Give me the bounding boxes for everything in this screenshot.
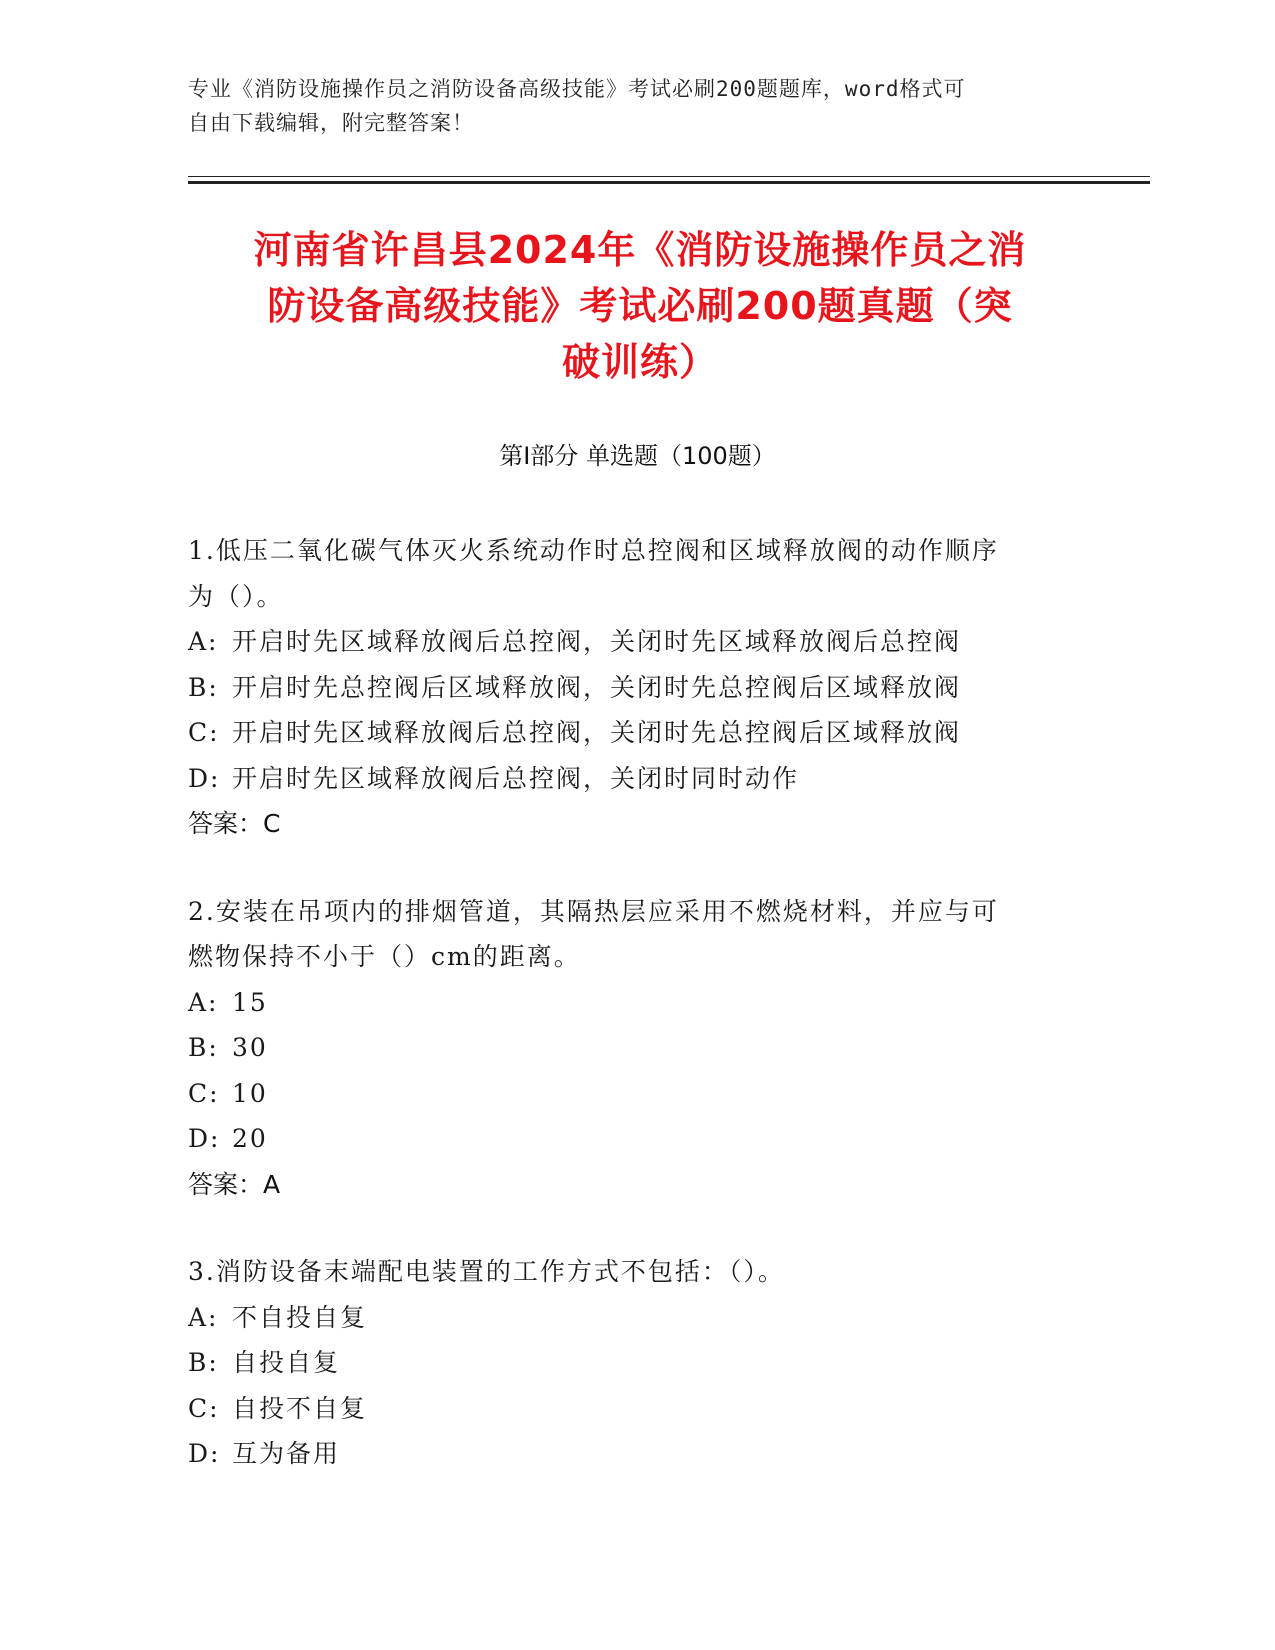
document-title-line: 防设备高级技能》考试必刷200题真题（突 xyxy=(267,284,1013,328)
option-d xyxy=(188,1116,1088,1162)
option-key: C: xyxy=(188,1078,220,1108)
option-text: 开启时先区域释放阀后总控阀，关闭时同时动作 xyxy=(232,763,800,793)
answer-label: 答案：A xyxy=(188,1169,281,1199)
option-a xyxy=(188,1295,1088,1341)
header-divider-thin xyxy=(188,176,1150,177)
option-b xyxy=(188,1025,1088,1071)
header-note-line: 专业《消防设施操作员之消防设备高级技能》考试必刷200题题库，word格式可 xyxy=(188,77,966,101)
option-b xyxy=(188,665,1088,711)
option-key: B: xyxy=(188,1348,219,1377)
option-key: C: xyxy=(188,1393,220,1423)
option-key: D: xyxy=(188,1124,221,1153)
option-text: 30 xyxy=(232,1033,268,1062)
option-key: C: xyxy=(188,718,220,747)
option-text: 自投不自复 xyxy=(232,1393,368,1423)
document-title-line: 河南省许昌县2024年《消防设施操作员之消 xyxy=(253,228,1027,272)
option-text: 开启时先区域释放阀后总控阀，关闭时先总控阀后区域释放阀 xyxy=(232,718,962,747)
question-stem: 为（）。 xyxy=(188,581,284,611)
option-text: 开启时先区域释放阀后总控阀，关闭时先区域释放阀后总控阀 xyxy=(232,627,962,656)
question-stem: 2.安装在吊项内的排烟管道，其隔热层应采用不燃烧材料，并应与可 xyxy=(188,896,999,926)
question-1 xyxy=(188,528,1088,847)
option-text: 20 xyxy=(232,1124,268,1153)
question-list xyxy=(188,528,1088,1519)
option-key: A: xyxy=(188,1302,219,1332)
option-c xyxy=(188,1386,1088,1432)
question-3 xyxy=(188,1249,1088,1477)
option-d xyxy=(188,756,1088,802)
option-text: 不自投自复 xyxy=(232,1302,368,1332)
option-text: 开启时先总控阀后区域释放阀，关闭时先总控阀后区域释放阀 xyxy=(232,672,962,702)
option-key: A: xyxy=(188,627,219,656)
document-title xyxy=(170,222,1110,390)
question-stem: 1.低压二氧化碳气体灭火系统动作时总控阀和区域释放阀的动作顺序 xyxy=(188,536,999,565)
option-text: 15 xyxy=(232,987,268,1017)
option-a xyxy=(188,980,1088,1026)
option-key: A: xyxy=(188,987,219,1017)
option-c xyxy=(188,1071,1088,1117)
option-key: D: xyxy=(188,1439,221,1468)
header-divider-thick xyxy=(188,181,1150,184)
document-title-line: 破训练） xyxy=(561,340,718,384)
option-d xyxy=(188,1431,1088,1477)
answer-label: 答案：C xyxy=(188,809,281,838)
option-key: B: xyxy=(188,672,219,702)
option-text: 互为备用 xyxy=(232,1439,341,1468)
option-b xyxy=(188,1340,1088,1386)
header-note-line: 自由下载编辑，附完整答案！ xyxy=(188,111,474,135)
option-c xyxy=(188,710,1088,756)
question-2 xyxy=(188,889,1088,1208)
question-stem: 燃物保持不小于（）cm的距离。 xyxy=(188,942,581,971)
option-text: 10 xyxy=(232,1078,268,1108)
question-stem: 3.消防设备末端配电装置的工作方式不包括：（）。 xyxy=(188,1257,785,1286)
section-heading: 第Ⅰ部分 单选题（100题） xyxy=(499,442,776,470)
option-a xyxy=(188,619,1088,665)
option-text: 自投自复 xyxy=(232,1348,341,1377)
option-key: D: xyxy=(188,763,221,793)
header-note xyxy=(188,72,1068,140)
option-key: B: xyxy=(188,1033,219,1062)
